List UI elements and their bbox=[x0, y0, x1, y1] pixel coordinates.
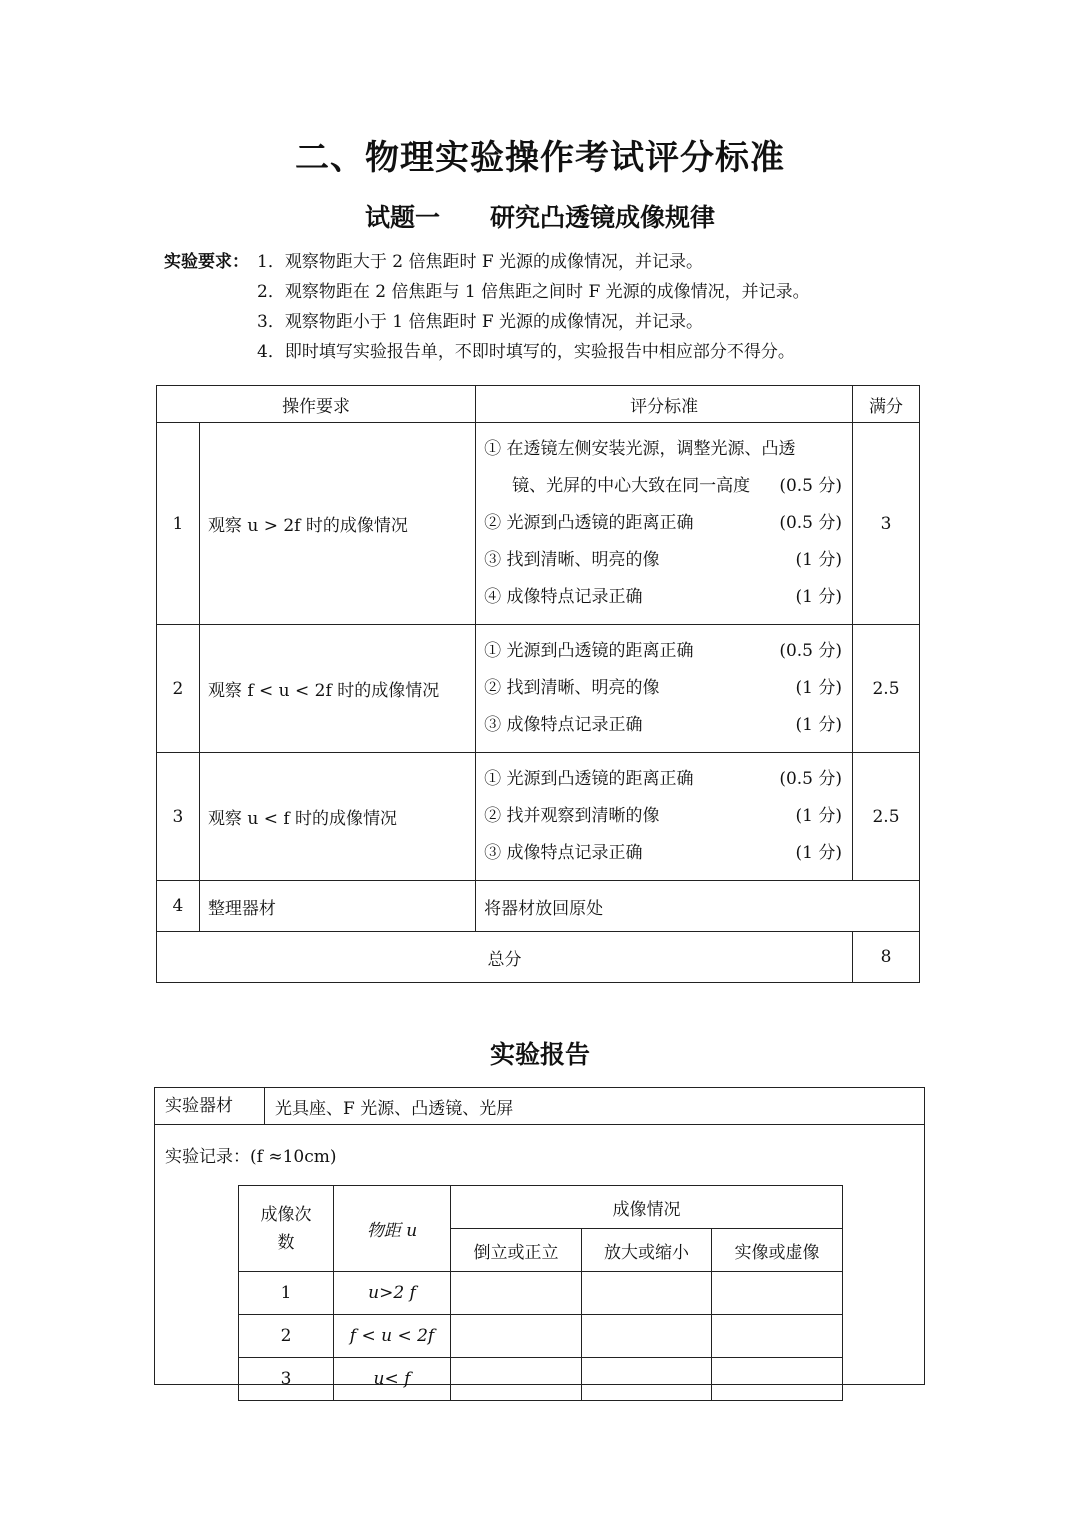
record-table bbox=[238, 1185, 843, 1401]
row-operation: 观察 u > 2f 时的成像情况 bbox=[199, 423, 475, 625]
header-points: 满分 bbox=[853, 386, 920, 423]
subheader-size: 放大或缩小 bbox=[582, 1229, 712, 1272]
row-number: 3 bbox=[239, 1358, 334, 1401]
row-points: 2.5 bbox=[853, 625, 920, 753]
total-row bbox=[157, 932, 920, 983]
record-label: 实验记录：(f ≈10cm) bbox=[165, 1147, 337, 1167]
table-row bbox=[157, 881, 920, 932]
table-header-row bbox=[239, 1186, 843, 1229]
blank-cell[interactable] bbox=[582, 1315, 712, 1358]
blank-cell[interactable] bbox=[451, 1272, 582, 1315]
equipment-row bbox=[155, 1088, 924, 1125]
equipment-label: 实验器材 bbox=[155, 1088, 265, 1124]
table-header-row bbox=[157, 386, 920, 423]
row-number: 1 bbox=[239, 1272, 334, 1315]
row-criteria bbox=[476, 625, 853, 753]
table-row bbox=[239, 1272, 843, 1315]
criterion-points: (1 分) bbox=[795, 806, 843, 826]
requirement-item: 3．观察物距小于 1 倍焦距时 F 光源的成像情况，并记录。 bbox=[257, 312, 704, 332]
table-row bbox=[157, 423, 920, 625]
criterion-text: ③ 成像特点记录正确 bbox=[484, 715, 643, 735]
row-number: 2 bbox=[239, 1315, 334, 1358]
row-number: 1 bbox=[157, 423, 200, 625]
row-operation: 整理器材 bbox=[199, 881, 475, 932]
header-distance: 物距 u bbox=[334, 1186, 451, 1272]
criterion-points: (0.5 分) bbox=[779, 476, 843, 496]
requirements-label: 实验要求： bbox=[164, 252, 249, 272]
criterion-text: ② 找到清晰、明亮的像 bbox=[484, 678, 660, 698]
blank-cell[interactable] bbox=[582, 1272, 712, 1315]
row-distance: u< f bbox=[334, 1358, 451, 1401]
criterion-text: ① 在透镜左侧安装光源，调整光源、凸透 bbox=[484, 439, 796, 459]
blank-cell[interactable] bbox=[712, 1272, 843, 1315]
row-criteria bbox=[476, 423, 853, 625]
subheader-real-virtual: 实像或虚像 bbox=[712, 1229, 843, 1272]
row-criteria: 将器材放回原处 bbox=[476, 881, 920, 932]
subheader-orientation: 倒立或正立 bbox=[451, 1229, 582, 1272]
criterion-text: ③ 找到清晰、明亮的像 bbox=[484, 550, 660, 570]
row-points: 2.5 bbox=[853, 753, 920, 881]
criterion-text: 镜、光屏的中心大致在同一高度 bbox=[512, 476, 751, 496]
table-row bbox=[157, 625, 920, 753]
criterion-points: (1 分) bbox=[795, 550, 843, 570]
row-operation: 观察 f < u < 2f 时的成像情况 bbox=[199, 625, 475, 753]
row-operation: 观察 u < f 时的成像情况 bbox=[199, 753, 475, 881]
total-label: 总分 bbox=[157, 932, 853, 983]
header-criteria: 评分标准 bbox=[476, 386, 853, 423]
criterion-points: (1 分) bbox=[795, 715, 843, 735]
requirement-item: 4．即时填写实验报告单，不即时填写的，实验报告中相应部分不得分。 bbox=[257, 342, 795, 362]
row-criteria bbox=[476, 753, 853, 881]
header-operation: 操作要求 bbox=[157, 386, 476, 423]
table-row bbox=[157, 753, 920, 881]
blank-cell[interactable] bbox=[712, 1358, 843, 1401]
blank-cell[interactable] bbox=[582, 1358, 712, 1401]
exam-question-title: 试题一 研究凸透镜成像规律 bbox=[364, 203, 715, 232]
criterion-text: ② 光源到凸透镜的距离正确 bbox=[484, 513, 694, 533]
report-title: 实验报告 bbox=[489, 1040, 590, 1069]
row-number: 2 bbox=[157, 625, 200, 753]
criterion-text: ③ 成像特点记录正确 bbox=[484, 843, 643, 863]
row-number: 4 bbox=[157, 881, 200, 932]
requirement-item: 1．观察物距大于 2 倍焦距时 F 光源的成像情况，并记录。 bbox=[257, 252, 704, 272]
experiment-requirements bbox=[164, 247, 810, 367]
criterion-text: ① 光源到凸透镜的距离正确 bbox=[484, 769, 694, 789]
table-row bbox=[239, 1315, 843, 1358]
criterion-points: (0.5 分) bbox=[779, 513, 843, 533]
criterion-points: (1 分) bbox=[795, 843, 843, 863]
criterion-text: ① 光源到凸透镜的距离正确 bbox=[484, 641, 694, 661]
blank-cell[interactable] bbox=[712, 1315, 843, 1358]
requirement-item: 2．观察物距在 2 倍焦距与 1 倍焦距之间时 F 光源的成像情况，并记录。 bbox=[257, 282, 810, 302]
criterion-points: (1 分) bbox=[795, 678, 843, 698]
experiment-report bbox=[154, 1087, 925, 1389]
header-image-situation: 成像情况 bbox=[451, 1186, 843, 1229]
blank-cell[interactable] bbox=[451, 1315, 582, 1358]
criterion-points: (0.5 分) bbox=[779, 641, 843, 661]
equipment-value: 光具座、F 光源、凸透镜、光屏 bbox=[275, 1098, 514, 1119]
blank-cell[interactable] bbox=[451, 1358, 582, 1401]
criterion-points: (1 分) bbox=[795, 587, 843, 607]
criterion-text: ② 找并观察到清晰的像 bbox=[484, 806, 660, 826]
row-distance: f < u < 2f bbox=[334, 1315, 451, 1358]
criterion-points: (0.5 分) bbox=[779, 769, 843, 789]
table-row bbox=[239, 1358, 843, 1401]
header-count: 成像次数 bbox=[239, 1186, 334, 1272]
scoring-table bbox=[156, 385, 920, 983]
total-points: 8 bbox=[853, 932, 920, 983]
row-distance: u>2 f bbox=[334, 1272, 451, 1315]
criterion-text: ④ 成像特点记录正确 bbox=[484, 587, 643, 607]
row-number: 3 bbox=[157, 753, 200, 881]
page-title: 二、物理实验操作考试评分标准 bbox=[295, 138, 785, 178]
row-points: 3 bbox=[853, 423, 920, 625]
